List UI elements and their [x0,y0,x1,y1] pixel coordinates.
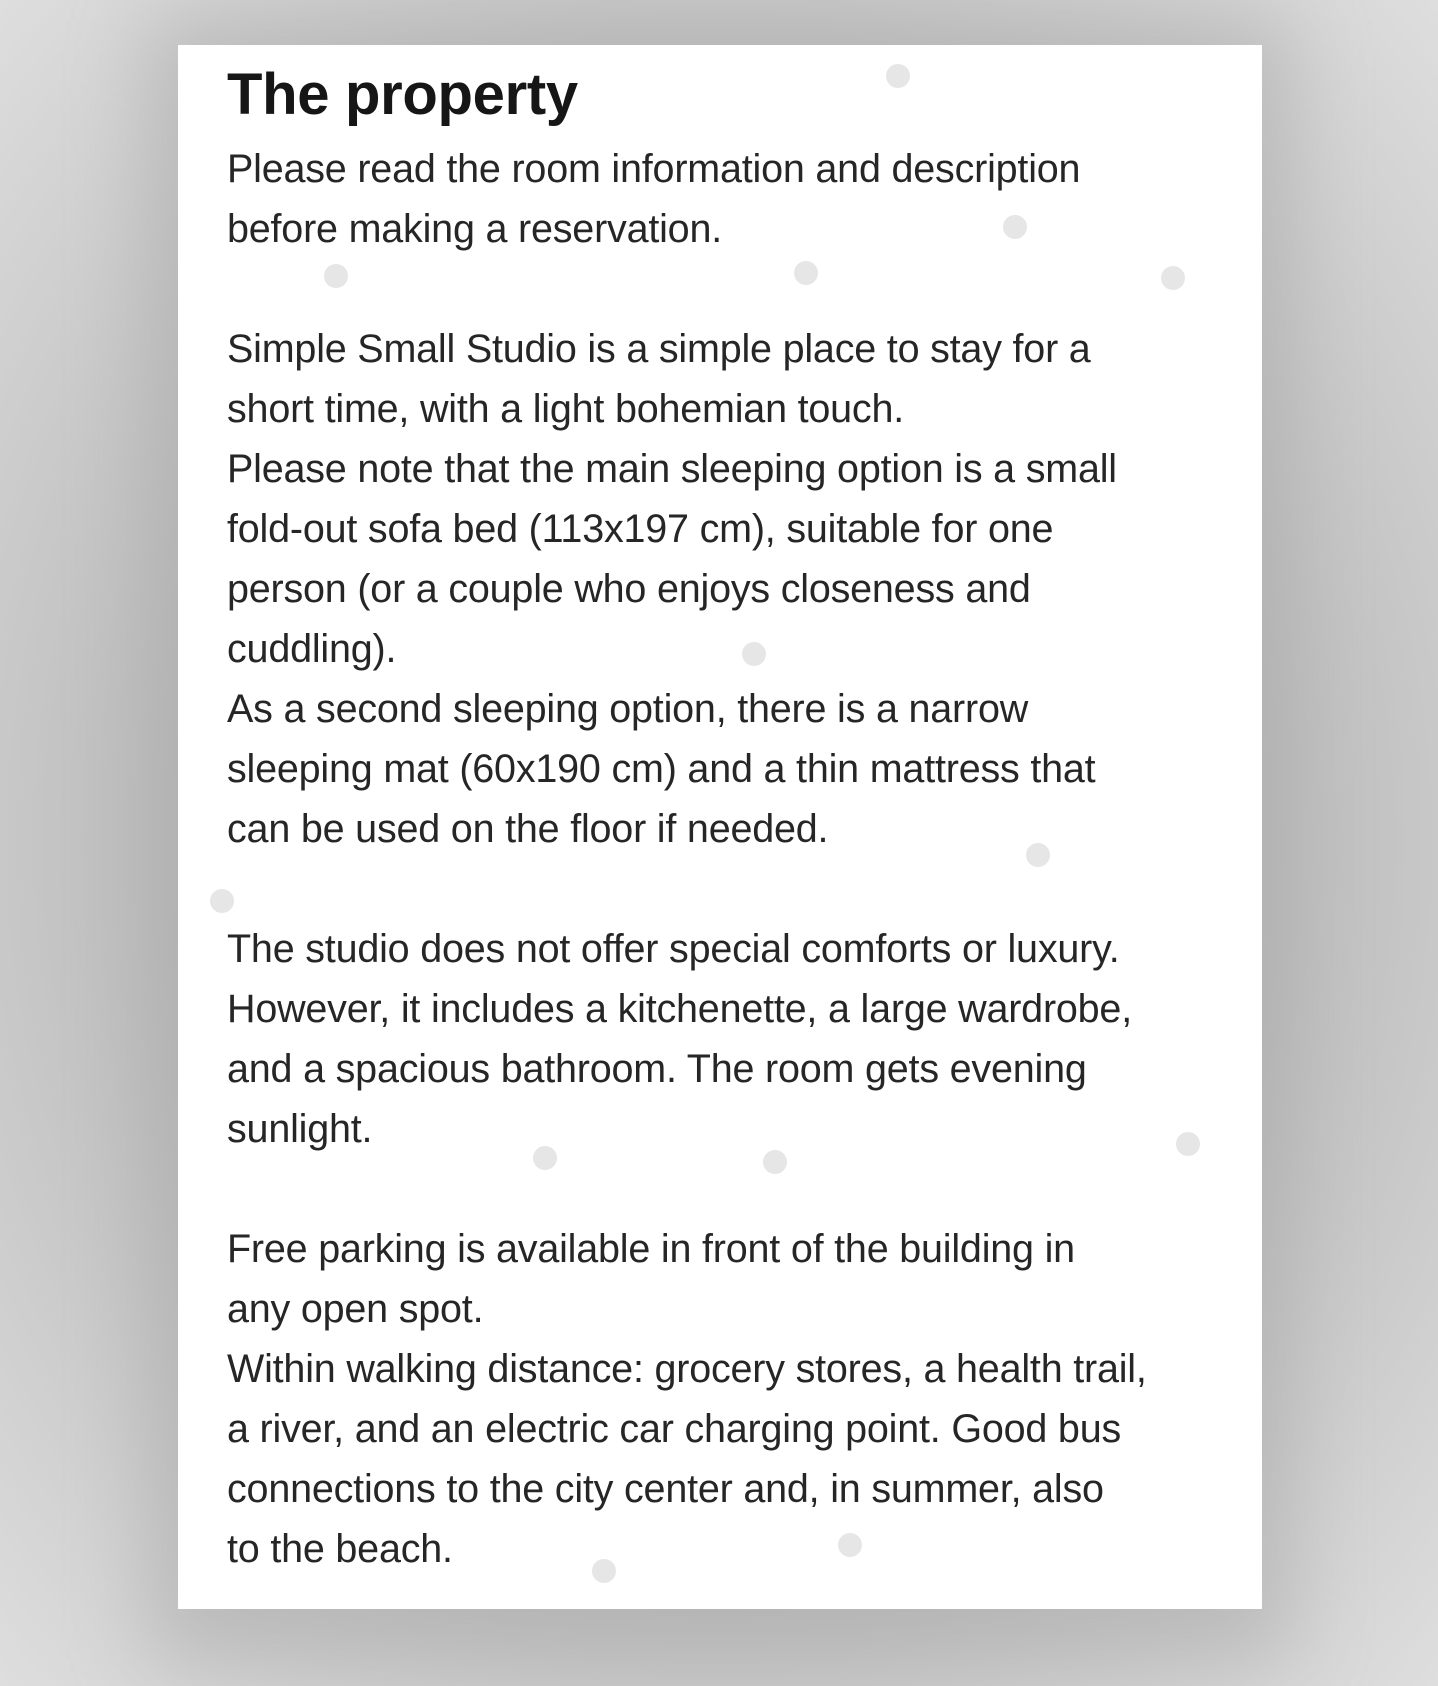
decorative-dot [592,1559,616,1583]
text-line: sunlight. [227,1107,373,1151]
text-line: As a second sleeping option, there is a narrow [227,687,1029,731]
decorative-dot [763,1150,787,1174]
card-title: The property [227,62,578,127]
text-line: sleeping mat (60x190 cm) and a thin mattress that [227,747,1096,791]
text-line: fold-out sofa bed (113x197 cm), suitable for one [227,507,1054,551]
decorative-dot [533,1146,557,1170]
decorative-dot [1003,215,1027,239]
text-line: Within walking distance: grocery stores, a health trail, [227,1347,1147,1391]
text-line: Free parking is available in front of the building in [227,1227,1075,1271]
text-line: short time, with a light bohemian touch. [227,387,905,431]
decorative-dot [886,64,910,88]
decorative-dot [794,261,818,285]
decorative-dot [1161,266,1185,290]
text-line: Simple Small Studio is a simple place to stay for a [227,327,1091,371]
decorative-dot [1026,843,1050,867]
text-line: Please note that the main sleeping option is a small [227,447,1117,491]
text-line: However, it includes a kitchenette, a large wardrobe, [227,987,1132,1031]
decorative-dot [838,1533,862,1557]
decorative-dot [324,264,348,288]
text-line: cuddling). [227,627,397,671]
paragraph-gap [227,259,1222,319]
text-line: a river, and an electric car charging point. Good bus [227,1407,1122,1451]
text-line: can be used on the floor if needed. [227,807,829,851]
decorative-dot [742,642,766,666]
decorative-dot [1176,1132,1200,1156]
text-line: Please read the room information and description [227,147,1081,191]
decorative-dot [210,889,234,913]
text-line: to the beach. [227,1527,453,1571]
text-line: connections to the city center and, in summer, also [227,1467,1104,1511]
text-line: and a spacious bathroom. The room gets evening [227,1047,1087,1091]
text-line: The studio does not offer special comforts or luxury. [227,927,1120,971]
text-line: person (or a couple who enjoys closeness and [227,567,1031,611]
paragraph-gap [227,859,1222,919]
text-line: any open spot. [227,1287,484,1331]
paragraph-gap [227,1159,1222,1219]
text-line: before making a reservation. [227,207,722,251]
